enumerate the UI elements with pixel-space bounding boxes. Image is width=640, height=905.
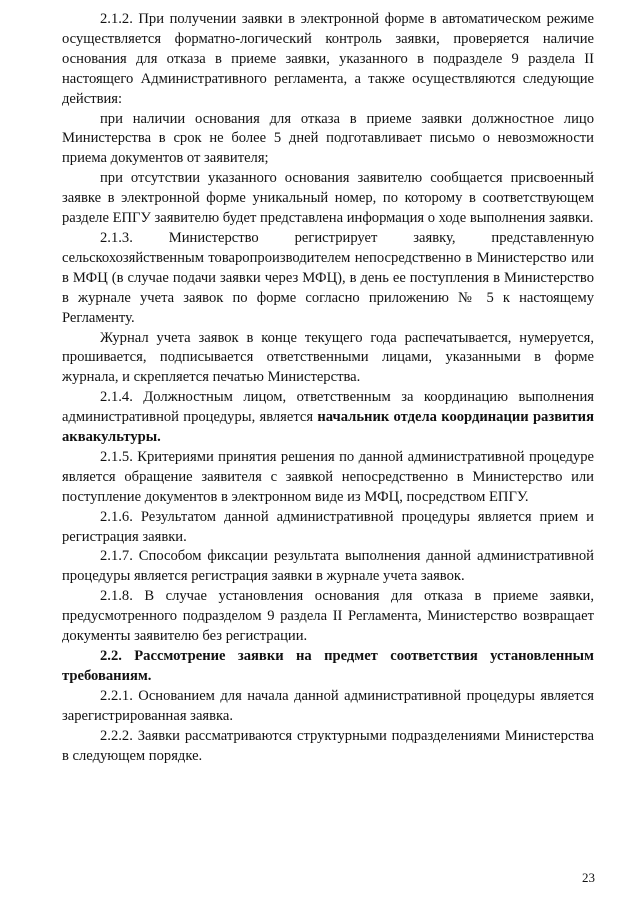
section-heading-2-2: 2.2. Рассмотрение заявки на предмет соответствия установленным требованиям. [62, 648, 594, 684]
paragraph-2-1-5: 2.1.5. Критериями принятия решения по данной административной процедуре является обращение заявителя с заявкой непосредственно в Министерство или поступление документов в электронном виде из МФЦ, посредством ЕПГУ. [62, 448, 594, 505]
paragraph-2-2-2: 2.2.2. Заявки рассматриваются структурными подразделениями Министерства в следующем порядке. [62, 727, 594, 764]
document-page [62, 10, 594, 766]
paragraph-2-1-4 [62, 388, 594, 448]
page-number: 23 [582, 870, 595, 885]
paragraph-2-1-8: 2.1.8. В случае установления основания для отказа в приеме заявки, предусмотренного подразделом 9 раздела II Регламента, Министерство возвращает документы заявителю без регистрации. [62, 588, 594, 645]
paragraph-refusal-case: при наличии основания для отказа в приеме заявки должностное лицо Министерства в срок не более 5 дней подготавливает письмо о невозможности приема документов от заявителя; [62, 110, 594, 167]
responsible-person: начальник отдела координации развития аквакультуры. [62, 409, 594, 446]
paragraph-journal: Журнал учета заявок в конце текущего года распечатывается, нумеруется, прошивается, подписывается ответственными лицами, указанными в форме журнала, и скрепляется печатью Министерства. [62, 329, 594, 386]
paragraph-no-refusal-case: при отсутствии указанного основания заявителю сообщается присвоенный заявке в электронной форме уникальный номер, по которому в соответствующем разделе ЕПГУ заявителю будет представлена информация о ходе выполнения заявки. [62, 170, 594, 227]
paragraph-2-1-7: 2.1.7. Способом фиксации результата выполнения данной административной процедуры является регистрация заявки в журнале учета заявок. [62, 548, 594, 585]
paragraph-2-1-6: 2.1.6. Результатом данной административной процедуры является прием и регистрация заявки. [62, 508, 594, 545]
paragraph-2-1-3: 2.1.3. Министерство регистрирует заявку, представленную сельскохозяйственным товаропроизводителем непосредственно в Министерство или в МФЦ (в случае подачи заявки через МФЦ), в день ее поступления в Министерство в журнале учета заявок по форме согласно приложению № 5 к настоящему Регламенту. [62, 229, 594, 326]
paragraph-2-1-4-text: 2.1.4. Должностным лицом, ответственным за координацию выполнения административной процедуры, является [62, 389, 594, 426]
paragraph-2-2-1: 2.2.1. Основанием для начала данной административной процедуры является зарегистрированная заявка. [62, 687, 594, 724]
paragraph-2-1-2: 2.1.2. При получении заявки в электронной форме в автоматическом режиме осуществляется форматно-логический контроль заявки, проверяется наличие основания для отказа в приеме заявки, указанного в подразделе 9 раздела II настоящего Административного регламента, а также осуществляются следующие действия: [62, 11, 594, 107]
